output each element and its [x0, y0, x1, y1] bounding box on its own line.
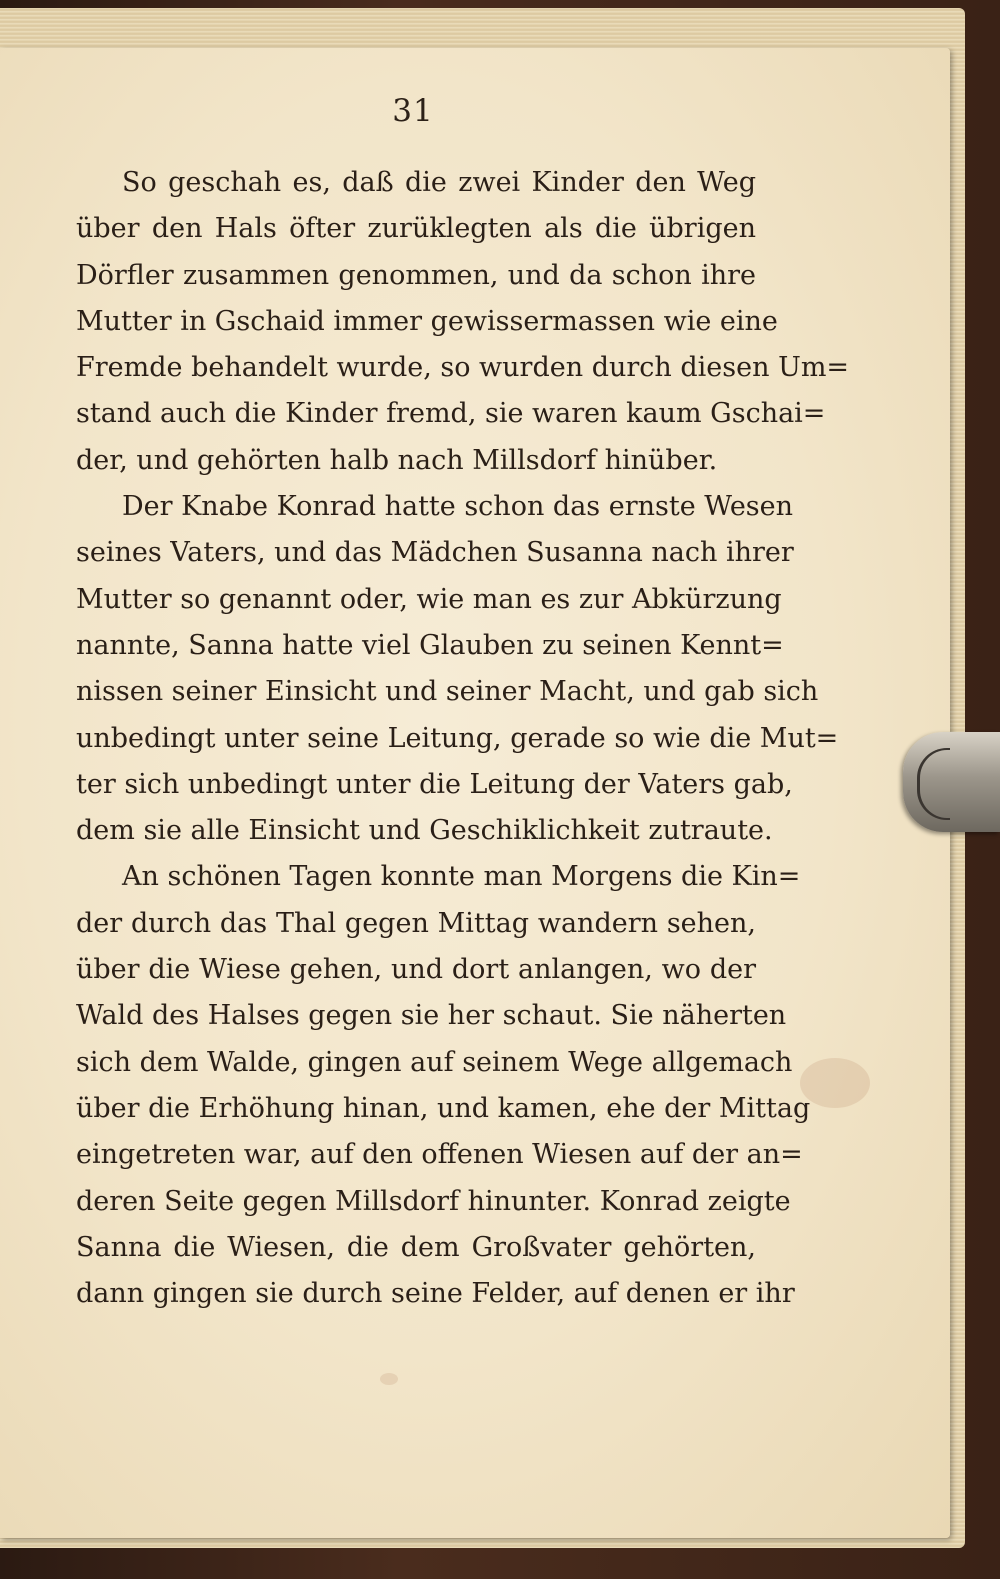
text-line: sich dem Walde, gingen auf seinem Wege allgemach [76, 1046, 793, 1078]
text-line: unbedingt unter seine Leitung, gerade so wie die Mut= [76, 722, 839, 754]
text-line: Der Knabe Konrad hatte schon das ernste Wesen [122, 491, 794, 523]
text-line: ter sich unbedingt unter die Leitung der Vaters gab, [76, 768, 793, 800]
text-line: der durch das Thal gegen Mittag wandern sehen, [76, 907, 756, 939]
text-line: seines Vaters, und das Mädchen Susanna nach ihrer [76, 537, 794, 569]
text-line: nannte, Sanna hatte viel Glauben zu seinen Kennt= [76, 629, 784, 661]
text-line: Wald des Halses gegen sie her schaut. Sie näherten [76, 1000, 787, 1032]
text-line: Sanna die Wiesen, die dem Großvater gehörten, [76, 1231, 756, 1263]
text-line: Dörfler zusammen genommen, und da schon ihre [76, 259, 756, 291]
paper-stain [800, 1058, 870, 1108]
text-line: Mutter so genannt oder, wie man es zur Abkürzung [76, 583, 782, 615]
body-text [76, 160, 850, 1317]
text-line: Mutter in Gschaid immer gewissermassen wie eine [76, 305, 778, 337]
text-line: über den Hals öfter zurüklegten als die übrigen [76, 213, 756, 245]
text-line: So geschah es, daß die zwei Kinder den Weg [122, 167, 756, 198]
text-line: der, und gehörten halb nach Millsdorf hinüber. [76, 444, 718, 476]
text-line: stand auch die Kinder fremd, sie waren kaum Gschai= [76, 398, 826, 430]
text-line: über die Erhöhung hinan, und kamen, ehe der Mittag [76, 1092, 811, 1124]
page-number: 31 [392, 93, 434, 129]
text-line: eingetreten war, auf den offenen Wiesen auf der an= [76, 1139, 803, 1171]
text-line: dem sie alle Einsicht und Geschiklichkeit zutraute. [76, 815, 773, 847]
text-line: über die Wiese gehen, und dort anlangen, wo der [76, 954, 756, 986]
text-line: dann gingen sie durch seine Felder, auf denen er ihr [76, 1278, 795, 1310]
paper-stain [380, 1373, 398, 1385]
text-line: Fremde behandelt wurde, so wurden durch diesen Um= [76, 352, 850, 384]
text-line: An schönen Tagen konnte man Morgens die Kin= [122, 861, 801, 893]
text-line: deren Seite gegen Millsdorf hinunter. Konrad zeigte [76, 1185, 791, 1217]
text-line: nissen seiner Einsicht und seiner Macht, und gab sich [76, 676, 819, 708]
